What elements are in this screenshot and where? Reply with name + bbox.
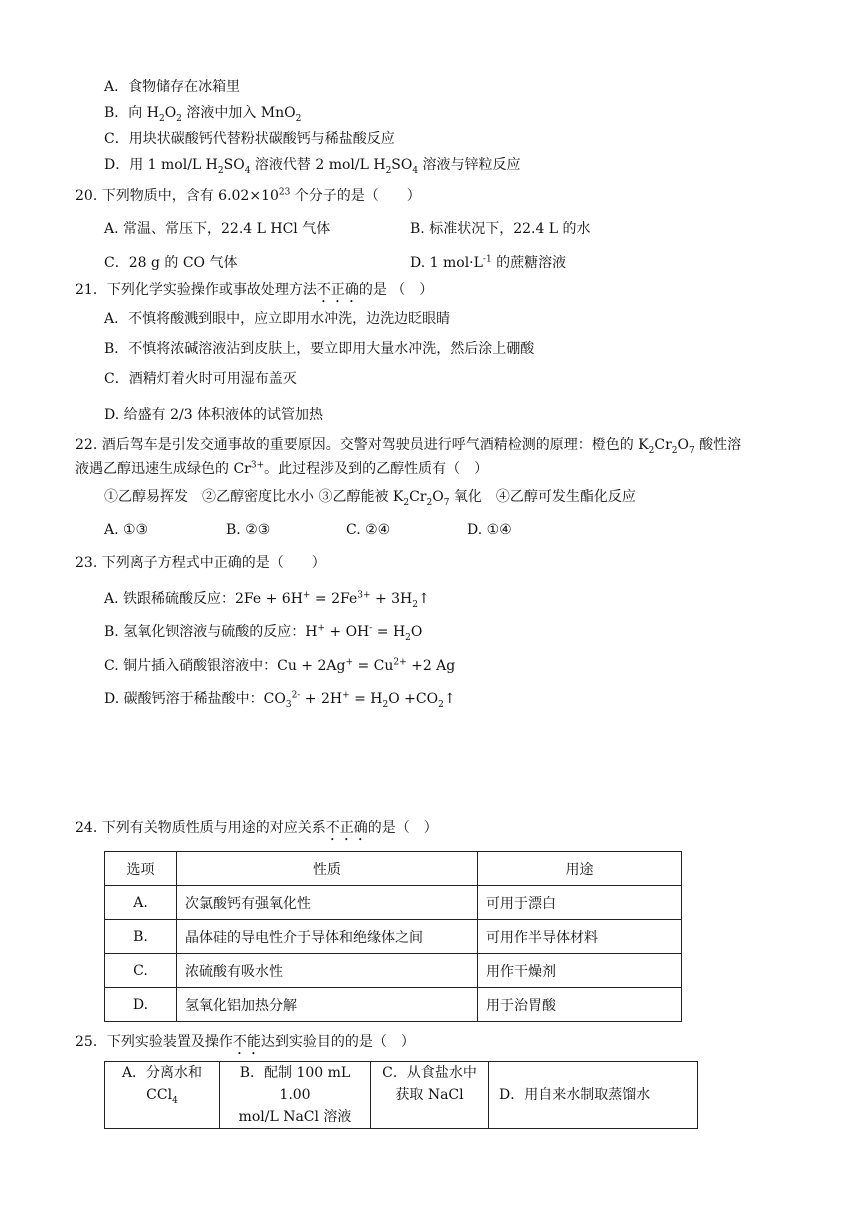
q22-properties: ①乙醇易挥发 ②乙醇密度比水小 ③乙醇能被 $K_2Cr_2O_7$ 氧化 ④乙醇可发生酯化反应 bbox=[104, 489, 636, 508]
q22-stem-line2: 液遇乙醇迅速生成绿色的 $Cr^{3+}$。此过程涉及到的乙醇性质有（ ） bbox=[75, 460, 489, 477]
table-row bbox=[105, 1062, 698, 1129]
q25-table bbox=[104, 1061, 698, 1129]
row-property: 次氯酸钙有强氧化性 bbox=[177, 886, 478, 920]
q23-stem: 23. 下列离子方程式中正确的是（ ） bbox=[75, 555, 326, 571]
q23-option-b: B. 氢氧化钡溶液与硫酸的反应：$H^+ + OH^- = H_2O$ bbox=[104, 623, 423, 643]
q25-option-b: B．配制 100 mL 1.00 mol/L NaCl 溶液 bbox=[220, 1062, 371, 1129]
q24-table bbox=[104, 851, 682, 1022]
table-row bbox=[105, 988, 682, 1022]
q25-option-c: C．从食盐水中 获取 NaCl bbox=[371, 1062, 489, 1129]
row-option: D. bbox=[105, 988, 177, 1022]
q19-option-b: B．向 $H_2O_2$ 溶液中加入 MnO$_2$ bbox=[104, 105, 302, 124]
q22-stem-line1: 22. 酒后驾车是引发交通事故的重要原因。交警对驾驶员进行呼气酒精检测的原理：橙色的 $K_2Cr_2O_7$ 酸性溶 bbox=[75, 437, 742, 456]
q19-option-d: D．用 1 mol/L $H_2SO_4$ 溶液代替 2 mol/L $H_2SO_4$ 溶液与锌粒反应 bbox=[104, 157, 521, 176]
table-row bbox=[105, 954, 682, 988]
table-row bbox=[105, 886, 682, 920]
table-row bbox=[105, 920, 682, 954]
row-option: C. bbox=[105, 954, 177, 988]
row-property: 晶体硅的导电性介于导体和绝缘体之间 bbox=[177, 920, 478, 954]
q21-option-c: C．酒精灯着火时可用湿布盖灭 bbox=[104, 371, 297, 387]
q20-option-b: B. 标准状况下，22.4 L 的水 bbox=[410, 221, 591, 237]
q21-option-a: A．不慎将酸溅到眼中，应立即用水冲洗，边洗边眨眼睛 bbox=[104, 311, 451, 327]
q22-option-c: C. ②④ bbox=[346, 522, 391, 538]
q25-option-a: A．分离水和 CCl$_4$ bbox=[105, 1062, 220, 1129]
q19-option-a: A．食物储存在冰箱里 bbox=[104, 79, 241, 95]
row-use: 可用于漂白 bbox=[478, 886, 682, 920]
q20-stem: 20. 下列物质中，含有 $6.02\times 10^{23}$ 个分子的是（ ） bbox=[75, 187, 421, 204]
row-use: 用于治胃酸 bbox=[478, 988, 682, 1022]
q22-option-b: B. ②③ bbox=[226, 522, 271, 538]
q24-stem: 24. 下列有关物质性质与用途的对应关系不正确的是（ ） bbox=[75, 820, 438, 836]
header-option: 选项 bbox=[105, 852, 177, 886]
header-use: 用途 bbox=[478, 852, 682, 886]
q25-stem: 25．下列实验装置及操作不能达到实验目的的是（ ） bbox=[75, 1034, 415, 1050]
row-use: 可用作半导体材料 bbox=[478, 920, 682, 954]
q23-option-d: D. 碳酸钙溶于稀盐酸中：$CO_3^{2-} + 2H^+ = H_2O$ $+CO_2↑$ bbox=[104, 690, 456, 710]
row-property: 氢氧化铝加热分解 bbox=[177, 988, 478, 1022]
q20-option-a: A. 常温、常压下，22.4 L HCl 气体 bbox=[104, 221, 331, 237]
row-option: A. bbox=[105, 886, 177, 920]
q19-option-c: C．用块状碳酸钙代替粉状碳酸钙与稀盐酸反应 bbox=[104, 131, 395, 147]
q21-option-d: D. 给盛有 2/3 体积液体的试管加热 bbox=[104, 407, 324, 423]
q20-option-c: C．28 g 的 CO 气体 bbox=[104, 255, 238, 271]
header-property: 性质 bbox=[177, 852, 478, 886]
q22-option-a: A. ①③ bbox=[104, 522, 149, 538]
q23-option-c: C. 铜片插入硝酸银溶液中：$Cu + 2Ag^+ = Cu^{2+} +2$ Ag bbox=[104, 657, 456, 674]
q25-option-d: D．用自来水制取蒸馏水 bbox=[489, 1062, 698, 1129]
table-header-row bbox=[105, 852, 682, 886]
q23-option-a: A. 铁跟稀硫酸反应：$2Fe + 6H^+ = 2Fe^{3+}$ + $3H_2↑$ bbox=[104, 590, 430, 610]
q22-option-d: D. ①④ bbox=[467, 522, 512, 538]
q20-option-d: D. 1 $mol\cdot L^{-1}$ 的蔗糖溶液 bbox=[410, 254, 567, 271]
row-option: B. bbox=[105, 920, 177, 954]
q21-stem: 21．下列化学实验操作或事故处理方法不正确的是 （ ） bbox=[75, 282, 434, 298]
row-use: 用作干燥剂 bbox=[478, 954, 682, 988]
row-property: 浓硫酸有吸水性 bbox=[177, 954, 478, 988]
q21-option-b: B．不慎将浓碱溶液沾到皮肤上，要立即用大量水冲洗，然后涂上硼酸 bbox=[104, 341, 535, 357]
